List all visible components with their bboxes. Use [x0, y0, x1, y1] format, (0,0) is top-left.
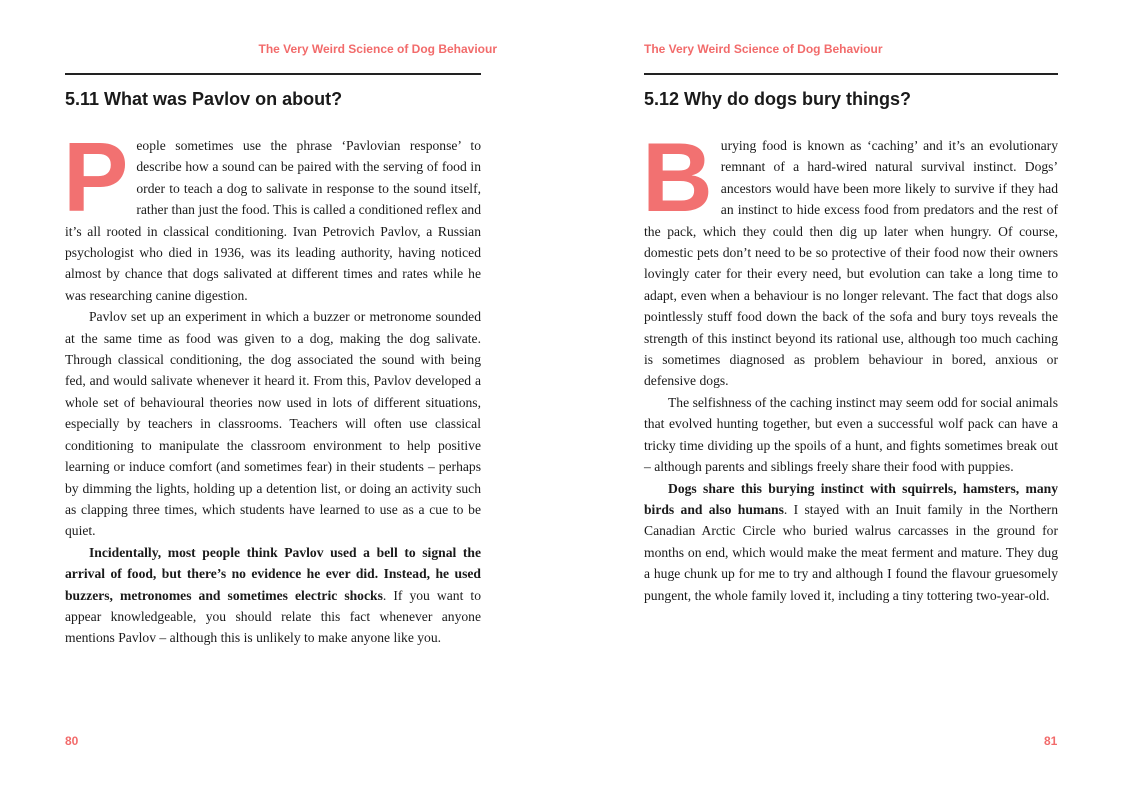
body-text — [642, 122, 1058, 606]
paragraph-1-text: urying food is known as ‘caching’ and it’s an evolutionary remnant of a hard-wired natural survival instinct. Dogs’ ancestors would have been more likely to survive if they had an instinct to hide excess food from predators and the rest of the pack, which they could then dig up later when hungry. Of course, domestic pets don’t need to be so protective of their food now their owners lovingly cater for their every need, but evolution can take a long time to adapt, even when a behaviour is no longer relevant. The fact that dogs also pointlessly stuff food down the back of the sofa and bury toys reveals the strength of this instinct beyond its rational use, although too much caching is sometimes diagnosed as problem behaviour in bored, anxious or defensive dogs. — [644, 138, 1058, 389]
paragraph-3-text: . If you want to appear knowledgeable, you should relate this fact whenever anyone mentions Pavlov – although this is unlikely to make anyone like you. — [65, 587, 481, 646]
paragraph-2: The selfishness of the caching instinct may seem odd for social animals that evolved hunting together, but even a successful wolf pack can have a tricky time dividing up the spoils of a hunt, and fights sometimes break out – although parents and siblings freely share their food with puppies. — [644, 394, 1058, 475]
paragraph-3 — [644, 478, 1058, 606]
paragraph-3 — [65, 542, 481, 649]
paragraph-2: Pavlov set up an experiment in which a buzzer or metronome sounded at the same time as food was given to a dog, making the dog salivate. Through classical conditioning, the dog associated the sound with being fed, and would salivate whenever it heard it. From this, Pavlov developed a whole set of behavioural theories now used in lots of different situations, especially by teachers in classrooms. Teachers will often use classical conditioning to manipulate the classroom environment to help positive learning or induce comfort (and sometimes fear) in their students – perhaps by dimming the lights, holding up a detention list, or doing an activity such as clapping three times, which students have learned to use as a cue to be quiet. — [65, 309, 481, 539]
bold-highlight: Incidentally, most people think Pavlov used a bell to signal the arrival of food, but there’s no evidence he ever did. Instead, he used buzzers, metronomes and sometimes electric shocks — [65, 544, 481, 603]
drop-cap: P — [63, 122, 129, 232]
body-text — [63, 122, 481, 649]
paragraph-1-text: eople sometimes use the phrase ‘Pavlovian response’ to describe how a sound can be paired with the serving of food in order to teach a dog to salivate in response to the sound itself, rather than just the food. This is called a conditioned reflex and it’s all rooted in classical conditioning. Ivan Petrovich Pavlov, a Russian psychologist who died in 1936, was its leading authority, having noticed almost by chance that dogs salivated at different times and rates while he was researching canine digestion. — [65, 138, 481, 303]
section-heading: 5.11 What was Pavlov on about? — [65, 89, 343, 109]
drop-cap: B — [642, 122, 713, 232]
paragraph-1 — [642, 122, 1058, 392]
page-number: 81 — [1044, 734, 1058, 748]
header-rule — [644, 73, 1058, 75]
left-page — [48, 0, 548, 800]
running-head: The Very Weird Science of Dog Behaviour — [258, 42, 497, 56]
section-heading: 5.12 Why do dogs bury things? — [644, 89, 912, 109]
paragraph-3-text: . I stayed with an Inuit family in the Northern Canadian Arctic Circle who buried walrus carcasses in the ground for months on end, which would make the meat ferment and mature. They dug a huge chunk up for me to try and although I found the flavour gruesomely pungent, the whole family loved it, including a tiny tottering two-year-old. — [644, 501, 1058, 603]
bold-highlight: Dogs share this burying instinct with squirrels, hamsters, many birds and also humans — [644, 480, 1058, 517]
running-head: The Very Weird Science of Dog Behaviour — [644, 42, 883, 56]
right-page — [626, 0, 1124, 800]
page-number: 80 — [65, 734, 79, 748]
header-rule — [65, 73, 481, 75]
paragraph-1 — [63, 122, 481, 306]
